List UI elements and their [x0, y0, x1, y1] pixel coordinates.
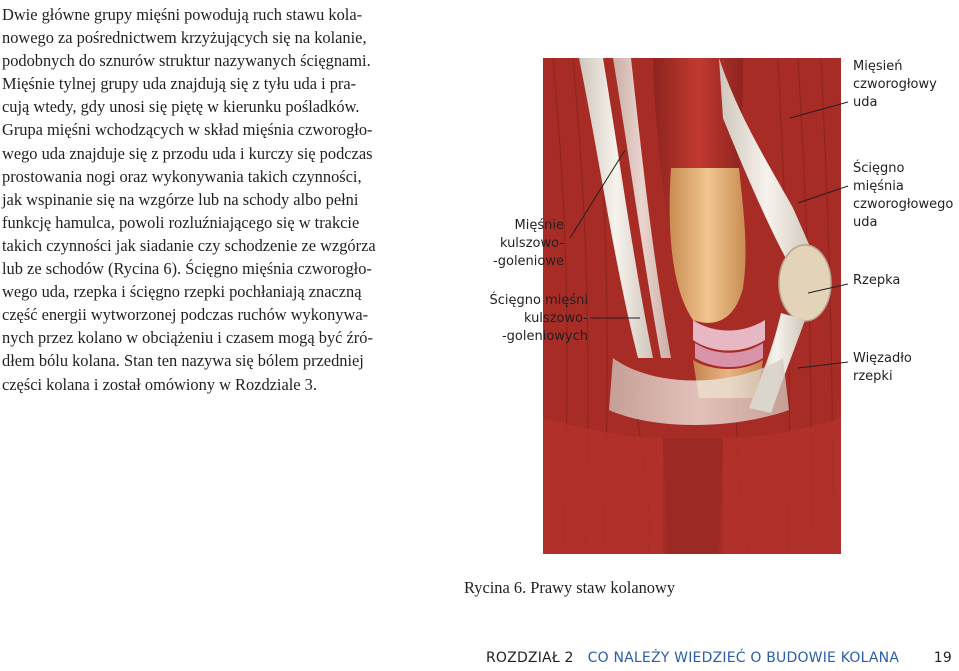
page-number: 19 [933, 650, 952, 666]
label-patellar-ligament: Więzadło rzepki [853, 351, 912, 384]
body-line: lub ze schodów (Rycina 6). Ścięgno mięśnia czworogło- [2, 259, 372, 279]
body-line: dłem bólu kolana. Stan ten nazywa się bólem przedniej [2, 351, 364, 371]
leader-line [570, 150, 625, 238]
label-quadriceps: Mięsień czworogłowy uda [853, 59, 937, 110]
label-hamstring-muscles: Mięśnie kulszowo- -goleniowe [493, 218, 564, 269]
leader-line [798, 186, 848, 203]
body-line: cują wtedy, gdy unosi się piętę w kierunku pośladków. [2, 97, 360, 117]
label-hamstring-tendons: Ścięgno mięśni kulszowo- -goleniowych [489, 293, 588, 344]
body-line: nych przez kolano w obciążeniu i czasem mogą być źró- [2, 328, 373, 348]
page-footer [486, 650, 952, 666]
body-line: wego uda, rzepka i ścięgno rzepki pochłaniają znaczną [2, 282, 362, 302]
body-line: części kolana i został omówiony w Rozdziale 3. [2, 374, 317, 394]
leader-line [808, 284, 848, 293]
figure-caption: Rycina 6. Prawy staw kolanowy [464, 578, 676, 597]
body-line: Dwie główne grupy mięśni powodują ruch stawu kola- [2, 5, 363, 24]
body-line: część energii wytworzonej podczas ruchów wykonywa- [2, 305, 369, 325]
body-line: Grupa mięśni wchodzących w skład mięśnia czworogło- [2, 120, 373, 140]
body-line: prostowania nogi oraz wykonywania takich czynności, [2, 166, 362, 186]
footer-chapter: ROZDZIAŁ 2 [486, 650, 574, 666]
leader-line [790, 102, 848, 118]
body-line: podobnych do sznurów struktur nazywanych ścięgnami. [2, 51, 371, 71]
label-patella: Rzepka [853, 273, 901, 288]
body-line: Mięśnie tylnej grupy uda znajdują się z tyłu uda i pra- [2, 74, 357, 94]
body-line: jak wspinanie się na wzgórze lub na schody albo pełni [2, 189, 359, 209]
label-quadriceps-tendon: Ścięgno mięśnia czworogłowego uda [853, 161, 954, 230]
body-line: funkcję hamulca, powoli rozluźniającego się w trakcie [2, 212, 360, 232]
body-line: takich czynności jak siadanie czy schodzenie ze wzgórza [2, 235, 376, 255]
leader-line [798, 362, 848, 368]
body-line: nowego za pośrednictwem krzyżujących się na kolanie, [2, 28, 367, 48]
body-line: wego uda znajduje się z przodu uda i kurczy się podczas [2, 143, 373, 163]
footer-section-title: CO NALEŻY WIEDZIEĆ O BUDOWIE KOLANA [587, 650, 900, 666]
